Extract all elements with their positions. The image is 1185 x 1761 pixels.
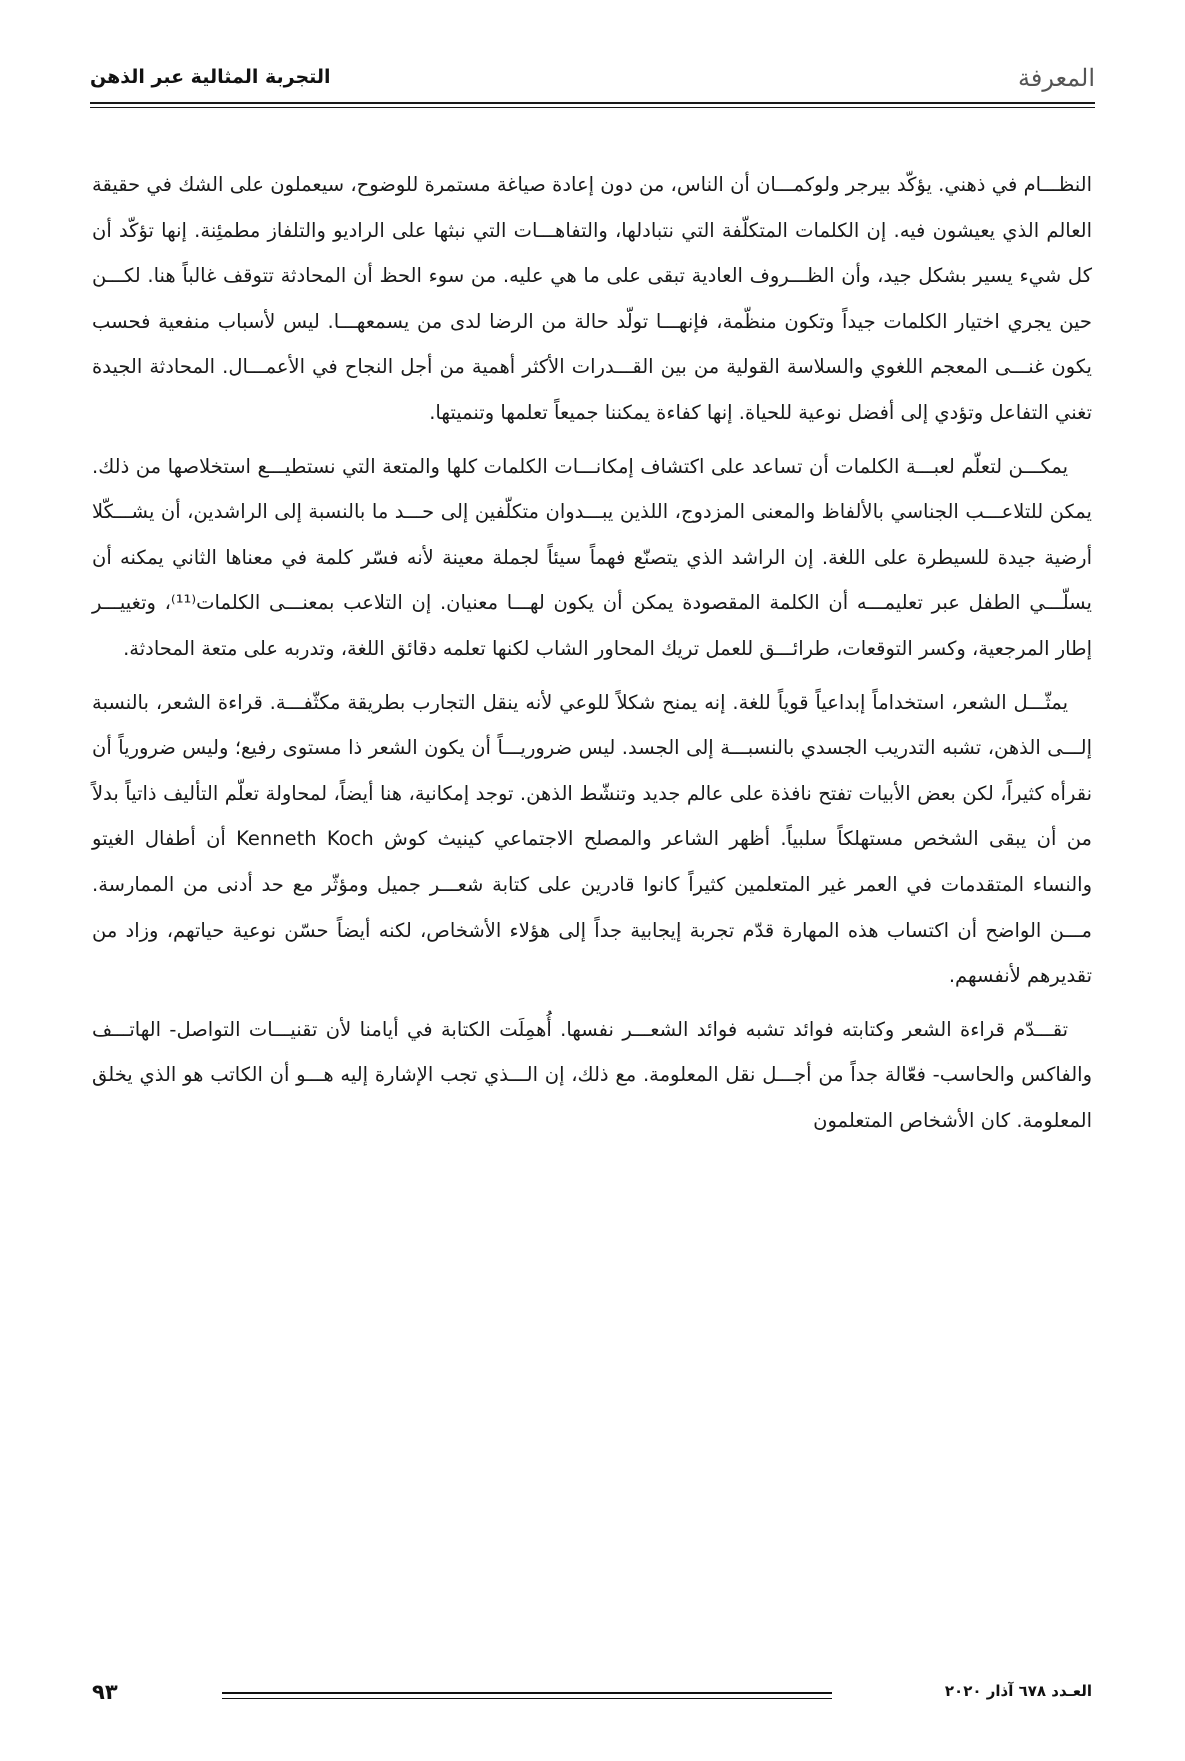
paragraph-4: تقـــدّم قراءة الشعر وكتابته فوائد تشبه فوائد الشعـــر نفسها. أُهمِلَت الكتابة في أيامنا لأن تقنيـــات التواصل- الهاتـــف والفاكس والحاسب- فعّالة جداً من أجـــل نقل المعلومة. مع ذلك، إن الـــذي تجب الإشارة إليه هـــو أن الكاتب هو الذي يخلق المعلومة. كان الأشخاص المتعلمون [92, 1017, 1092, 1132]
page-number: ٩٣ [92, 1680, 118, 1704]
article-body [92, 162, 1092, 1151]
page-header [90, 48, 1095, 106]
paragraph-3: يمثّـــل الشعر، استخداماً إبداعياً قوياً للغة. إنه يمنح شكلاً للوعي لأنه ينقل التجارب بطريقة مكثّفـــة. قراءة الشعر، بالنسبة إلـــى الذهن، تشبه التدريب الجسدي بالنسبـــة إلى الجسد. ليس ضروريـــاً أن يكون الشعر ذا مستوى رفيع؛ وليس ضرورياً أن نقرأه كثيراً، لكن بعض الأبيات تفتح نافذة على عالم جديد وتنشّط الذهن. توجد إمكانية، هنا أيضاً، لمحاولة تعلّم التأليف ذاتياً بدلاً من أن يبقى الشخص مستهلكاً سلبياً. أظهر الشاعر والمصلح الاجتماعي كينيث كوش Kenneth Koch أن أطفال الغيتو والنساء المتقدمات في العمر غير المتعلمين كثيراً كانوا قادرين على كتابة شعـــر جميل ومؤثّر مع حد أدنى من الممارسة. مـــن الواضح أن اكتساب هذه المهارة قدّم تجربة إيجابية جداً إلى هؤلاء الأشخاص، لكنه أيضاً حسّن نوعية حياتهم، وزاد من تقديرهم لأنفسهم. [92, 690, 1092, 988]
footer-divider [222, 1692, 832, 1699]
paragraph-1: النظـــام في ذهني. يؤكّد بيرجر ولوكمـــان أن الناس، من دون إعادة صياغة مستمرة للوضوح، سيعملون على الشك في حقيقة العالم الذي يعيشون فيه. إن الكلمات المتكلّفة التي نتبادلها، والتفاهـــات التي نبثها على الراديو والتلفاز مطمئِنة. إنها تؤكّد أن كل شيء يسير بشكل جيد، وأن الظـــروف العادية تبقى على ما هي عليه. من سوء الحظ أن المحادثة تتوقف غالباً هنا. لكـــن حين يجري اختيار الكلمات جيداً وتكون منظّمة، فإنهـــا تولّد حالة من الرضا لدى من يسمعهـــا. ليس لأسباب منفعية فحسب يكون غنـــى المعجم اللغوي والسلاسة القولية من بين القـــدرات الأكثر أهمية من أجل النجاح في الأعمـــال. المحادثة الجيدة تغني التفاعل وتؤدي إلى أفضل نوعية للحياة. إنها كفاءة يمكننا جميعاً تعلمها وتنميتها. [92, 173, 1092, 424]
running-title: التجربة المثالية عبر الذهن [90, 66, 331, 88]
header-divider [90, 102, 1095, 108]
issue-info: العـدد ٦٧٨ آذار ٢٠٢٠ [944, 1682, 1092, 1700]
page-footer [92, 1680, 1092, 1720]
paragraph-2: يمكـــن لتعلّم لعبـــة الكلمات أن تساعد على اكتشاف إمكانـــات الكلمات كلها والمتعة التي نستطيـــع استخلاصها من ذلك. يمكن للتلاعـــب الجناسي بالألفاظ والمعنى المزدوج، اللذين يبـــدوان متكلّفين إلى حـــد ما بالنسبة إلى الراشدين، أن يشـــكّلا أرضية جيدة للسيطرة على اللغة. إن الراشد الذي يتصنّع فهماً سيئاً لجملة معينة لأنه فسّر كلمة في معناها الثاني يمكنه أن يسلّـــي الطفل عبر تعليمـــه أن الكلمة المقصودة يمكن أن يكون لهـــا معنيان. إن التلاعب بمعنـــى الكلمات⁽¹¹⁾، وتغييـــر إطار المرجعية، وكسر التوقعات، طرائـــق للعمل تريك المحاور الشاب لكنها تعلمه دقائق اللغة، وتدربه على متعة المحادثة. [92, 454, 1092, 660]
journal-logo: المعرفة [1017, 64, 1095, 92]
